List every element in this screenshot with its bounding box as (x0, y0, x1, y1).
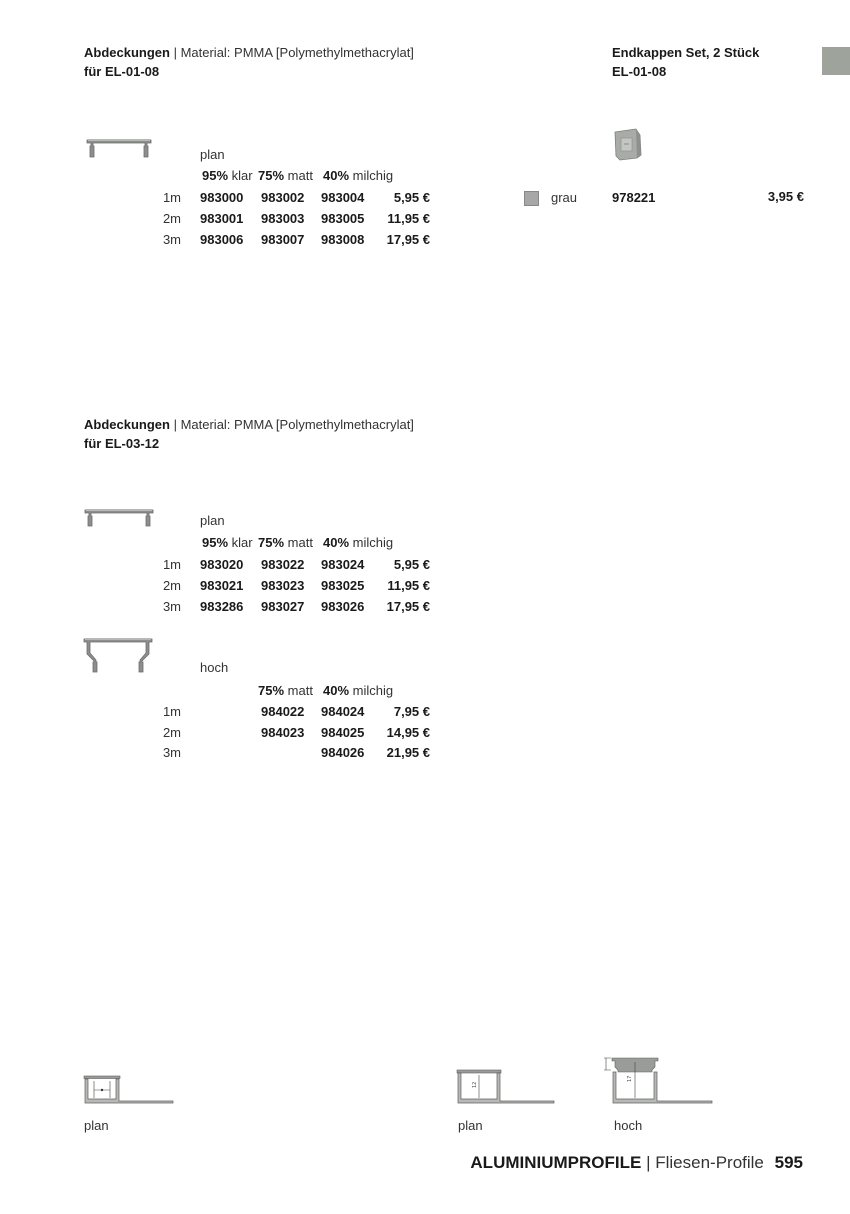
section2-title-bold: Abdeckungen (84, 417, 170, 432)
caption-right: hoch (614, 1118, 643, 1133)
section1-header-1-pct: 95% (202, 168, 229, 183)
endcaps-subtitle: EL-01-08 (612, 64, 667, 79)
section3-row2-price: 14,95 € (386, 725, 430, 740)
section2-row1-code-klar: 983020 (200, 557, 244, 572)
section1-header-3-pct: 40% (323, 168, 350, 183)
section2-row1-code-milchig: 983024 (321, 557, 365, 572)
footer-separator: | (646, 1153, 651, 1172)
footer-category: ALUMINIUMPROFILE (470, 1153, 642, 1172)
section1-header-1-label: klar (231, 168, 253, 183)
svg-text:12: 12 (472, 1081, 478, 1088)
section2-row2-length: 2m (162, 578, 181, 593)
section1-row2-price: 11,95 € (387, 211, 430, 226)
section1-row1-price: 5,95 € (393, 190, 430, 205)
section2-row3-length: 3m (162, 599, 181, 614)
endcaps-price: 3,95 € (767, 189, 804, 204)
svg-text:17: 17 (627, 1075, 633, 1082)
section1-row3-price: 17,95 € (386, 232, 430, 247)
section1-row1-code-klar: 983000 (200, 190, 244, 205)
page-number: 595 (774, 1153, 803, 1172)
section2-header-1-pct: 95% (202, 535, 229, 550)
section2-variant-label: plan (200, 513, 225, 528)
section1-header-3 (323, 168, 393, 183)
section2-header-3-pct: 40% (323, 535, 350, 550)
section2-row1-price: 5,95 € (393, 557, 430, 572)
section2-row3-code-klar: 983286 (200, 599, 244, 614)
section2-header-3 (323, 535, 393, 550)
section3-row3-price: 21,95 € (386, 745, 430, 760)
section3-header-1-label: matt (287, 683, 313, 698)
section1-row2-code-milchig: 983005 (321, 211, 365, 226)
section2-subtitle: für EL-03-12 (84, 436, 160, 451)
section1-row1-length: 1m (162, 190, 181, 205)
section3-variant-label: hoch (200, 660, 229, 675)
section2-row2-code-matt: 983023 (261, 578, 305, 593)
section1-title (84, 43, 414, 62)
section2-row1-length: 1m (162, 557, 181, 572)
section3-row3-length: 3m (162, 745, 181, 760)
section2-row3-code-milchig: 983026 (321, 599, 365, 614)
section3-header-2-pct: 40% (323, 683, 350, 698)
profile-plan-icon (84, 507, 154, 529)
section3-row1-price: 7,95 € (393, 704, 430, 719)
endcap-product-icon (612, 127, 644, 161)
chapter-tab-marker (822, 47, 850, 75)
caption-left: plan (84, 1118, 109, 1133)
footer-subcategory: Fliesen-Profile (655, 1153, 764, 1172)
section2-title-rest: | Material: PMMA [Polymethylmethacrylat] (169, 417, 414, 432)
section2-row3-price: 17,95 € (386, 599, 430, 614)
section1-header-3-label: milchig (352, 168, 394, 183)
section3-header-1-pct: 75% (258, 683, 285, 698)
section2-header-2-label: matt (287, 535, 313, 550)
section2-row2-code-milchig: 983025 (321, 578, 365, 593)
section1-header-2 (258, 168, 313, 183)
section2-header-1-label: klar (231, 535, 253, 550)
section3-row2-length: 2m (162, 725, 181, 740)
section3-row1-code-matt: 984022 (261, 704, 305, 719)
section1-header-2-label: matt (287, 168, 313, 183)
section1-header-2-pct: 75% (258, 168, 285, 183)
section3-row3-code-milchig: 984026 (321, 745, 365, 760)
section2-title (84, 415, 414, 434)
section2-row2-code-klar: 983021 (200, 578, 244, 593)
profile-hoch-icon (83, 637, 153, 675)
section3-header-2-label: milchig (352, 683, 394, 698)
section1-row2-length: 2m (162, 211, 181, 226)
section2-header-2-pct: 75% (258, 535, 285, 550)
section1-row3-length: 3m (162, 232, 181, 247)
section1-row3-code-milchig: 983008 (321, 232, 365, 247)
section1-title-rest: | Material: PMMA [Polymethylmethacrylat] (169, 45, 414, 60)
section1-row2-code-klar: 983001 (200, 211, 244, 226)
section2-row3-code-matt: 983027 (261, 599, 305, 614)
section1-row3-code-matt: 983007 (261, 232, 305, 247)
section2-header-3-label: milchig (352, 535, 394, 550)
section2-header-1 (202, 535, 253, 550)
caption-middle: plan (458, 1118, 483, 1133)
section1-row1-code-milchig: 983004 (321, 190, 365, 205)
section3-row2-code-milchig: 984025 (321, 725, 365, 740)
cross-section-plan-diagram (456, 1068, 556, 1106)
section2-row1-code-matt: 983022 (261, 557, 305, 572)
section1-header-1 (202, 168, 253, 183)
cross-section-plan-small-diagram (83, 1074, 175, 1106)
section1-subtitle: für EL-01-08 (84, 64, 160, 79)
section1-row3-code-klar: 983006 (200, 232, 244, 247)
section3-header-1 (258, 683, 313, 698)
section2-header-2 (258, 535, 313, 550)
color-swatch-grau (524, 191, 539, 206)
section1-row2-code-matt: 983003 (261, 211, 305, 226)
section1-title-bold: Abdeckungen (84, 45, 170, 60)
section3-row2-code-matt: 984023 (261, 725, 305, 740)
section3-row1-length: 1m (162, 704, 181, 719)
section1-row1-code-matt: 983002 (261, 190, 305, 205)
section3-header-2 (323, 683, 393, 698)
endcaps-code: 978221 (612, 190, 656, 205)
cross-section-hoch-diagram (602, 1054, 714, 1106)
endcaps-title: Endkappen Set, 2 Stück (612, 45, 760, 60)
section3-row1-code-milchig: 984024 (321, 704, 365, 719)
page-footer (470, 1153, 803, 1173)
endcaps-color-label: grau (551, 190, 578, 205)
section1-variant-label: plan (200, 147, 225, 162)
profile-plan-icon (86, 137, 152, 161)
section2-row2-price: 11,95 € (387, 578, 430, 593)
